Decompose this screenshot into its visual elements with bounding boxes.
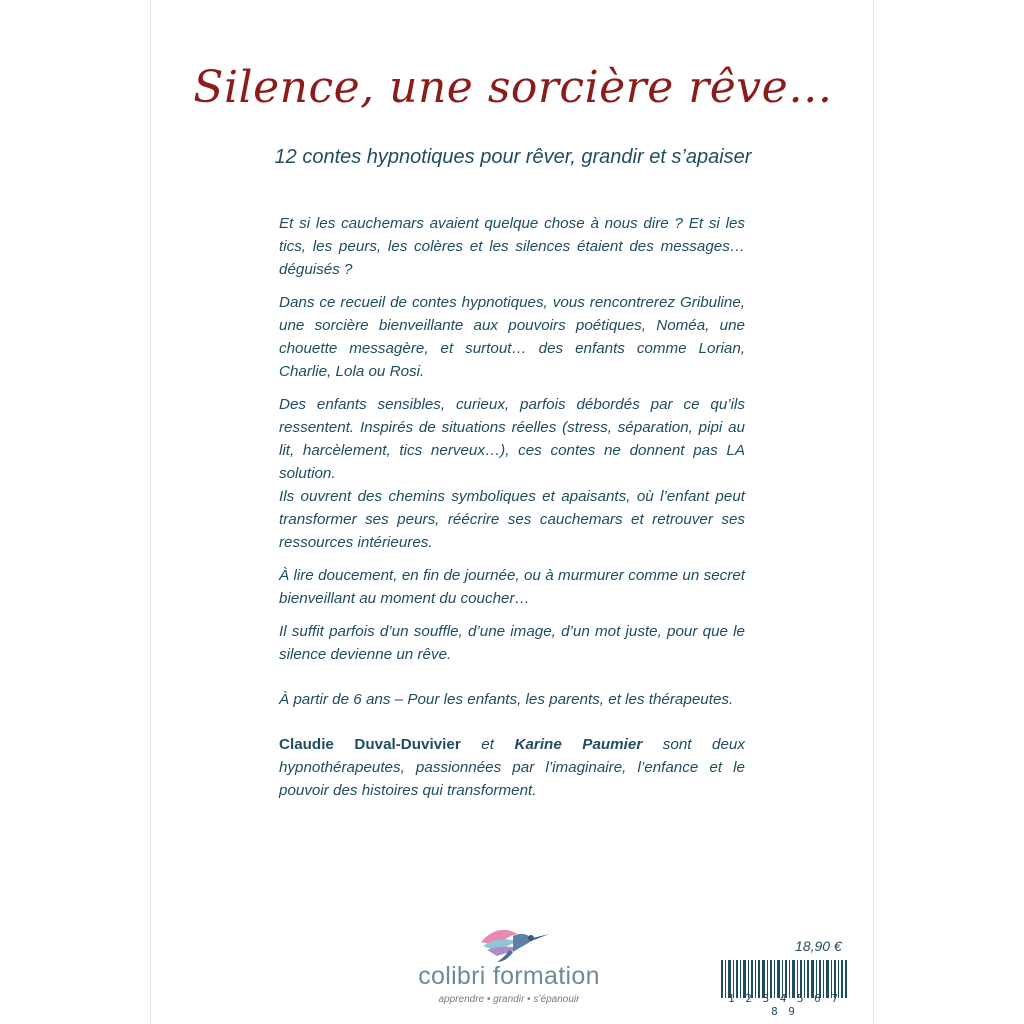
blurb-paragraph-4: Ils ouvrent des chemins symboliques et apaisants, où l’enfant peut transformer ses peurs, réécrire ses cauchemars et retrouver ses ressources intérieures. (279, 488, 745, 551)
book-subtitle: 12 contes hypnotiques pour rêver, grandir et s’apaiser (274, 146, 752, 168)
author-2: Karine Paumier (514, 736, 643, 753)
back-cover (150, 0, 874, 1024)
blurb-paragraph-3: Des enfants sensibles, curieux, parfois débordés par ce qu’ils ressentent. Inspirés de situations réelles (stress, séparation, pipi au lit, harcèlement, tics nerveux…), ces contes ne donnent pas LA solution. (279, 396, 745, 482)
blurb-paragraph-5: À lire doucement, en fin de journée, ou à murmurer comme un secret bienveillant au moment du coucher… (279, 567, 745, 607)
author-connector: et (460, 736, 515, 753)
book-title: Silence, une sorcière rêve… (193, 62, 833, 113)
author-1: Claudie Duval-Duvivier (279, 736, 461, 753)
barcode-number: 1 2 3 4 5 6 7 8 9 (727, 992, 841, 1018)
authors-description: sont deux hypnothérapeutes, passionnées par l’imaginaire, l’enfance et le pouvoir des histoires qui transforment. (279, 736, 745, 799)
publisher-tagline: apprendre • grandir • s’épanouir (438, 994, 580, 1005)
authors-paragraph (279, 733, 745, 802)
hummingbird-icon (409, 912, 609, 964)
blurb-paragraph-2: Dans ce recueil de contes hypnotiques, vous rencontrerez Gribuline, une sorcière bienveillante aux pouvoirs poétiques, Noméa, une chouette messagère, et surtout… des enfants comme Lorian, Charlie, Lola ou Rosi. (279, 294, 745, 380)
price-label: 18,90 € (795, 938, 842, 954)
publisher-name: colibri formation (418, 962, 600, 990)
blurb-paragraph-1: Et si les cauchemars avaient quelque chose à nous dire ? Et si les tics, les peurs, les colères et les silences étaient des messages… déguisés ? (279, 215, 745, 278)
blurb (279, 212, 745, 802)
publisher-logo (409, 912, 609, 1012)
blurb-paragraph-6: Il suffit parfois d’un souffle, d’une image, d’un mot juste, pour que le silence devienne un rêve. (279, 623, 745, 663)
audience-line: À partir de 6 ans – Pour les enfants, les parents, et les thérapeutes. (279, 691, 734, 708)
